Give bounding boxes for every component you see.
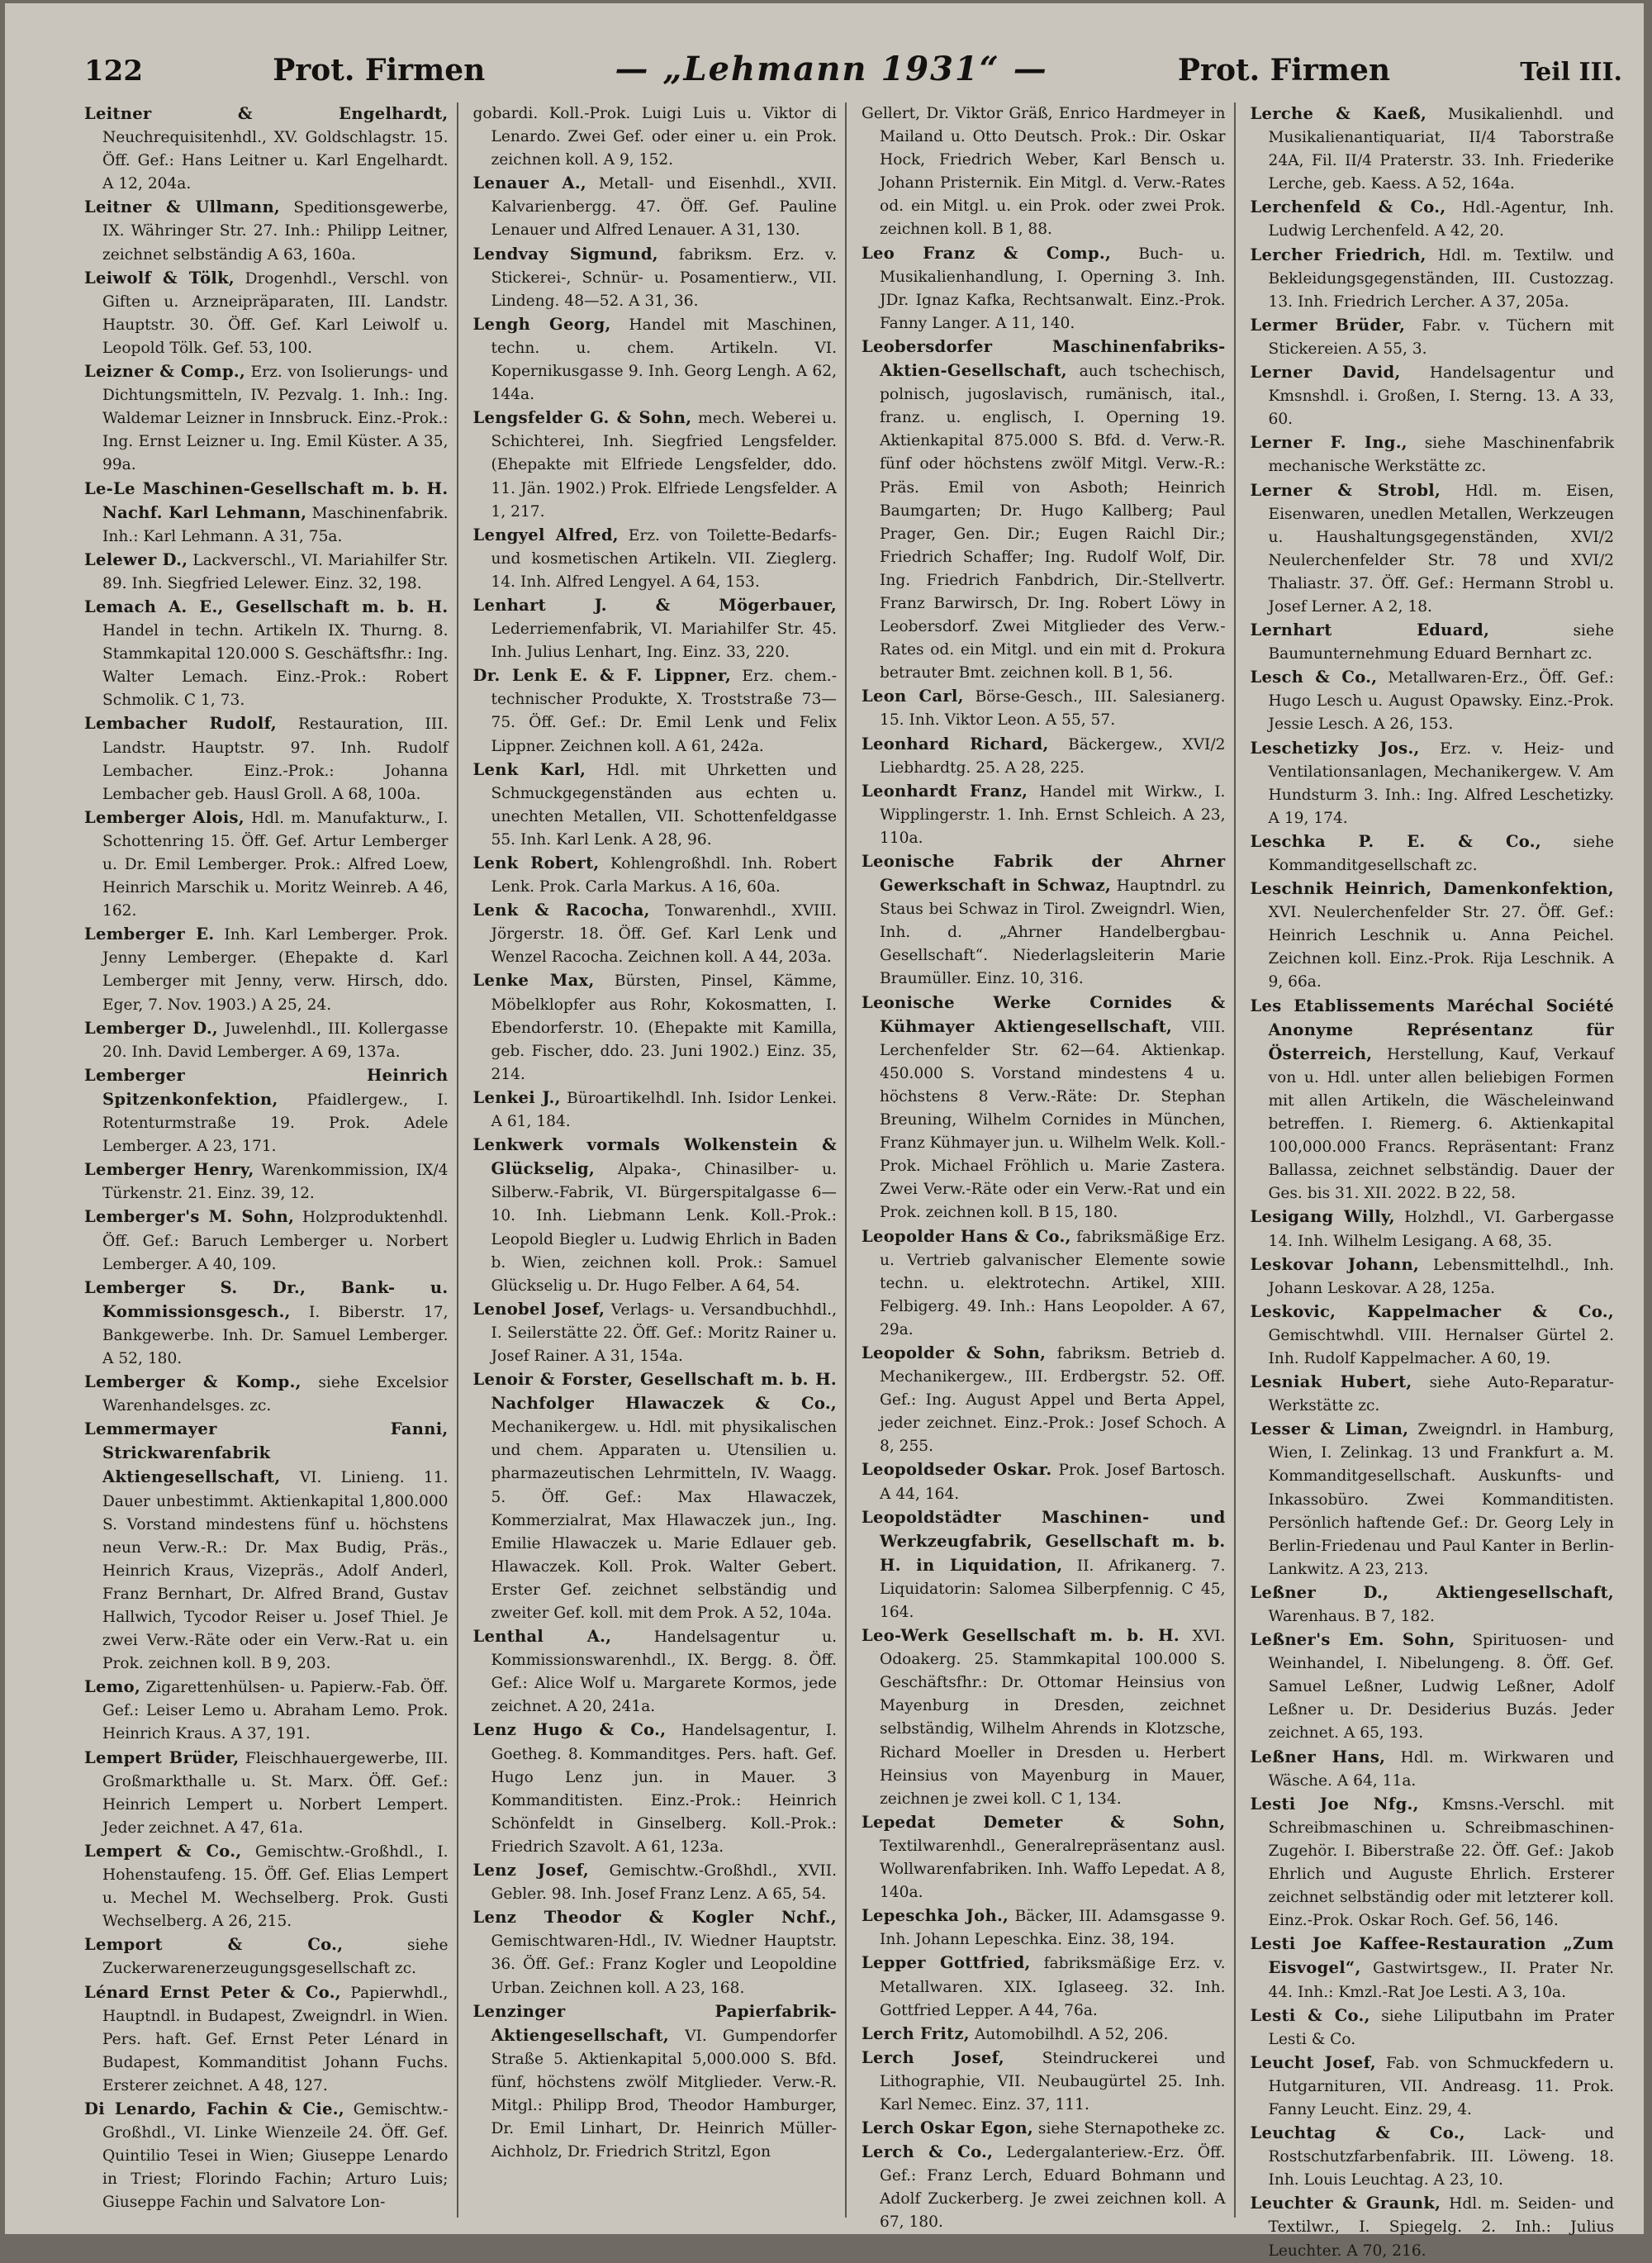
directory-entry <box>473 1859 838 1906</box>
directory-entry <box>473 594 838 664</box>
firm-details: Lack- und Rostschutzfarbenfabrik. III. Löweng. 18. Inh. Louis Leuchtag. A 23, 10. <box>1268 2125 1614 2189</box>
firm-details: Kohlengroßhdl. Inh. Robert Lenk. Prok. Carla Markus. A 16, 60a. <box>491 855 837 896</box>
firm-details: Spirituosen- und Weinhandel, I. Nibelungeng. 8. Öff. Gef. Samuel Leßner, Ludwig Leßner, Adolf Leßner u. Dr. Desiderius Buzás. Jeder zeichnet. A 65, 193. <box>1268 1632 1614 1742</box>
directory-entry <box>473 1625 838 1719</box>
directory-entry <box>862 991 1226 1225</box>
firm-name: Leskovar Johann, <box>1250 1254 1420 1274</box>
firm-details: VIII. Lerchenfelder Str. 62—64. Aktienkap. 450.000 S. Vorstand mindestens 4 u. höchstens 8 Verw.-Räte: Dr. Stephan Breuning, Wilhelm Cornides in München, Franz Kühmayer jun. u. Wilhelm Welk. Koll.-Prok. Michael Fröhlich u. Marie Zastera. Zwei Verw.-Räte oder ein Verw.-Rat und ein Prok. zeichnen koll. B 15, 180. <box>880 1018 1226 1222</box>
firm-details: Lackverschl., VI. Mariahilfer Str. 89. Inh. Siegfried Lelewer. Einz. 32, 198. <box>102 551 449 592</box>
directory-entry <box>473 969 838 1086</box>
directory-entry <box>1251 1300 1615 1371</box>
directory-entry <box>84 2098 449 2214</box>
firm-details: XVI. Neulerchenfelder Str. 27. Öff. Gef.: Heinrich Leschnik u. Anna Peichel. Zeichnen koll. Einz.-Prok. Rija Leschnik. A 9, 66a. <box>1268 904 1614 991</box>
directory-entry <box>1251 830 1615 877</box>
firm-name: Lemberger S. Dr., Bank- u. Kommissionsgesch., <box>84 1277 449 1321</box>
firm-details: Bäcker, III. Adamsgasse 9. Inh. Johann Lepeschka. Einz. 38, 194. <box>880 1908 1226 1949</box>
firm-name: Lempert & Co., <box>84 1841 242 1861</box>
firm-name: Lepper Gottfried, <box>862 1953 1031 1973</box>
firm-details: Maschinenfabrik. Inh.: Karl Lehmann. A 31, 75a. <box>102 504 449 545</box>
firm-name: Lernhart Eduard, <box>1250 620 1490 640</box>
directory-entry <box>473 406 838 523</box>
firm-name: Lenoir & Forster, Gesellschaft m. b. H. Nachfolger Hlawaczek & Co., <box>472 1370 837 1414</box>
firm-details: fabriksm. Betrieb d. Mechanikergew., III. Erdbergstr. 52. Off. Gef.: Ing. August Appel und Berta Appel, jeder zeichnet. Einz.-Prok.: Josef Schoch. A 8, 255. <box>880 1344 1226 1456</box>
firm-details: Speditionsgewerbe, IX. Währinger Str. 27. Inh.: Philipp Leitner, zeichnet selbständig A 63, 160a. <box>102 199 449 264</box>
firm-name: Lenk & Racocha, <box>472 901 650 920</box>
part-label: Teil III. <box>1520 58 1622 87</box>
directory-entry <box>84 196 449 266</box>
firm-details: Papierwhdl., Hauptndl. in Budapest, Zweigndrl. in Wien. Pers. haft. Gef. Ernst Peter Lénard in Budapest, Kommanditist Johann Fuchs. Ersterer zeichnet. A 48, 127. <box>102 1984 449 2094</box>
firm-name: Dr. Lenk E. & F. Lippner, <box>472 666 732 686</box>
firm-details: Gemischtwaren-Hdl., IV. Wiedner Hauptstr. 36. Öff. Gef.: Franz Kogler und Leopoldine Urban. Zeichnen koll. A 23, 168. <box>491 1933 837 1997</box>
directory-entry <box>862 1624 1226 1811</box>
directory-entry <box>1251 479 1615 620</box>
directory-entry <box>84 1418 449 1676</box>
firm-details: siehe Auto-Reparatur-Werkstätte zc. <box>1268 1374 1614 1415</box>
firm-name: Lesniak Hubert, <box>1250 1372 1412 1392</box>
directory-entry <box>473 172 838 242</box>
firm-name: Leo-Werk Gesellschaft m. b. H. <box>862 1626 1180 1646</box>
firm-details: Neuchrequisitenhdl., XV. Goldschlagstr. 15. Öff. Gef.: Hans Leitner u. Karl Engelhardt. A 12, 204a. <box>102 129 449 193</box>
firm-details: Zigarettenhülsen- u. Papierw.-Fab. Öff. Gef.: Leiser Lemo u. Abraham Lemo. Prok. Heinrich Kraus. A 37, 191. <box>102 1679 449 1743</box>
firm-name: Lerch & Co., <box>862 2142 994 2162</box>
directory-page <box>5 3 1644 2260</box>
directory-entry <box>84 360 449 477</box>
firm-name: Lesch & Co., <box>1250 668 1378 687</box>
firm-details: VI. Linieng. 11. Dauer unbestimmt. Aktienkapital 1,800.000 S. Vorstand mindestens fünf u. höchstens neun Verw.-R.: Dr. Max Budig, Präs., Heinrich Kraus, Vizepräs., Adolf Anderl, Franz Bernhart, Dr. Alfred Brand, Gustav Hallwich, Tycodor Reiser u. Josef Thiel. Je zwei Verw.-Räte oder ein Verw.-Rat u. ein Prok. zeichnen koll. B 9, 203. <box>102 1469 449 1673</box>
firm-name: Lesti & Co., <box>1250 2005 1370 2025</box>
firm-details: I. Biberstr. 17, Bankgewerbe. Inh. Dr. Samuel Lemberger. A 52, 180. <box>102 1303 449 1367</box>
directory-entry <box>1251 102 1615 196</box>
firm-name: Leopoldstädter Maschinen- und Werkzeugfabrik, Gesellschaft m. b. H. in Liquidation, <box>862 1507 1226 1575</box>
directory-entry <box>1251 737 1615 830</box>
firm-name: Lenk Karl, <box>472 759 586 779</box>
firm-details: Gemischtw.-Großhdl., VI. Linke Wienzeile 24. Öff. Gef. Quintilio Tesei in Wien; Giuseppe Lenardo in Triest; Florindo Fachin; Arturo Luis; Giuseppe Fachin und Salvatore Lon- <box>102 2100 449 2212</box>
section-label-right: Prot. Firmen <box>1177 53 1391 88</box>
firm-name: Leonische Fabrik der Ahrner Gewerkschaft in Schwaz, <box>862 852 1226 896</box>
firm-name: Lenz Theodor & Kogler Nchf., <box>472 1908 837 1928</box>
firm-name: Lempert Brüder, <box>84 1747 240 1767</box>
column-2 <box>473 102 847 2218</box>
directory-entry <box>84 1371 449 1418</box>
directory-entry <box>1251 2192 1615 2262</box>
directory-entry <box>473 524 838 594</box>
firm-details: Handel in techn. Artikeln IX. Thurng. 8. Stammkapital 120.000 S. Geschäftsfhr.: Ing. Walter Lemach. Einz.-Prok.: Robert Schmolik. C 1, 73. <box>102 622 449 710</box>
firm-details: mech. Weberei u. Schichterei, Inh. Siegfried Lengsfelder. (Ehepakte mit Elfriede Lengsfelder, ddo. 11. Jän. 1902.) Prok. Elfriede Lengsfelder. A 1, 217. <box>491 410 837 521</box>
firm-name: Lesti Joe Nfg., <box>1250 1794 1419 1814</box>
firm-details: siehe Sternapotheke zc. <box>1037 2120 1226 2138</box>
firm-details: XVI. Odoakerg. 25. Stammkapital 100.000 S. Geschäftsfhr.: Dr. Ottomar Heinsius von Mayenburg in Dresden, zeichnet selbständig, Wilhelm Ahrends in Klotzsche, Richard Moeller in Dresden u. Herbert Heinsius von Mayenburg in Mauer, zeichnen je zwei koll. C 1, 134. <box>880 1628 1226 1808</box>
directory-entry <box>862 2023 1226 2047</box>
directory-entry <box>473 2000 838 2165</box>
firm-name: Lemport & Co., <box>84 1935 344 1955</box>
firm-name: Leon Carl, <box>862 687 964 706</box>
column-1 <box>84 102 458 2218</box>
directory-entry <box>84 1277 449 1371</box>
directory-entry <box>1251 2051 1615 2122</box>
directory-entry <box>1251 877 1615 994</box>
directory-entry <box>1251 431 1615 478</box>
firm-details: Hdl. m. Wirkwaren und Wäsche. A 64, 11a. <box>1268 1748 1614 1790</box>
firm-details: Metallwaren-Erz., Öff. Gef.: Hugo Lesch u. August Opawsky. Einz.-Prok. Jessie Lesch. A 26, 153. <box>1268 669 1614 734</box>
firm-name: Lemberger Henry, <box>84 1160 254 1180</box>
firm-name: Leschetizky Jos., <box>1250 738 1420 758</box>
firm-details: Hdl. m. Textilw. und Bekleidungsgegenständen, III. Custozzag. 13. Inh. Friedrich Lercher. A 37, 205a. <box>1268 246 1614 311</box>
directory-entry <box>1251 1371 1615 1418</box>
firm-details: Handel mit Maschinen, techn. u. chem. Artikeln. VI. Kopernikusgasse 9. Inh. Georg Lengh. A 62, 144a. <box>491 316 837 404</box>
directory-entry <box>862 2117 1226 2141</box>
firm-details: Gellert, Dr. Viktor Gräß, Enrico Hardmeyer in Mailand u. Otto Deutsch. Prok.: Dir. Oskar Hock, Friedrich Weber, Karl Bensch u. Johann Pristernik. Ein Mitgl. d. Verw.-Rates od. ein Mitgl. u. ein Prok. oder zwei Prok. zeichnen koll. B 1, 88. <box>862 105 1226 239</box>
directory-entry <box>862 1342 1226 1458</box>
directory-entry <box>862 1458 1226 1505</box>
directory-entry <box>862 685 1226 732</box>
firm-details: Ledergalanteriew.-Erz. Öff. Gef.: Franz Lerch, Eduard Bohmann und Adolf Zuckerberg. Je zwei zeichnen koll. A 67, 180. <box>880 2144 1226 2232</box>
firm-name: Lenkei J., <box>472 1087 561 1107</box>
firm-details: siehe Maschinenfabrik mechanische Werkstätte zc. <box>1268 435 1614 476</box>
firm-name: Lénard Ernst Peter & Co., <box>84 1982 341 2002</box>
directory-entry <box>862 2047 1226 2117</box>
firm-name: Leitner & Engelhardt, <box>84 104 449 123</box>
firm-name: Lerner F. Ing., <box>1250 433 1408 453</box>
firm-name: Lemberger Heinrich Spitzenkonfektion, <box>84 1065 449 1109</box>
directory-entry <box>862 780 1226 850</box>
firm-name: Lesigang Willy, <box>1250 1207 1395 1227</box>
firm-name: Lerche & Kaeß, <box>1250 104 1427 123</box>
directory-entry <box>473 1086 838 1134</box>
firm-details: Inh. Karl Lemberger. Prok. Jenny Lemberger. (Ehepakte d. Karl Lemberger mit Jenny, verw. Hirsch, ddo. Eger, 7. Nov. 1903.) A 25, 24. <box>102 926 449 1014</box>
directory-entry <box>862 1506 1226 1624</box>
firm-details: siehe Excelsior Warenhandelsges. zc. <box>102 1374 449 1415</box>
firm-name: Leopoldseder Oskar. <box>862 1460 1052 1480</box>
firm-name: Lemmermayer Fanni, Strickwarenfabrik Aktiengesellschaft, <box>84 1419 449 1487</box>
directory-entry <box>1251 361 1615 431</box>
directory-entry <box>862 1904 1226 1952</box>
firm-name: Le-Le Maschinen-Gesellschaft m. b. H. Nachf. Karl Lehmann, <box>84 478 449 522</box>
firm-name: Lenzinger Papierfabrik-Aktiengesellschaft, <box>472 2001 837 2045</box>
firm-details: Restauration, III. Landstr. Hauptstr. 97. Inh. Rudolf Lembacher. Einz.-Prok.: Johanna Lembacher geb. Hausl Groll. A 68, 100a. <box>102 716 449 803</box>
firm-details: Handelsagentur u. Kommissionswarenhdl., IX. Bergg. 8. Öff. Gef.: Alice Wolf u. Margarete Kormos, jede zeichnet. A 20, 241a. <box>491 1628 837 1716</box>
column-3 <box>862 102 1236 2232</box>
firm-details: Börse-Gesch., III. Salesianerg. 15. Inh. Viktor Leon. A 55, 57. <box>880 688 1226 730</box>
firm-name: Lembacher Rudolf, <box>84 714 277 734</box>
firm-name: Lesser & Liman, <box>1250 1419 1409 1439</box>
firm-details: Bäckergew., XVI/2 Liebhardtg. 25. A 28, 225. <box>880 735 1226 777</box>
directory-entry <box>1251 2004 1615 2051</box>
firm-details: Buch- u. Musikalienhandlung, I. Operning 3. Inh. JDr. Ignaz Kafka, Rechtsanwalt. Einz.-Prok. Fanny Langer. A 11, 140. <box>880 245 1226 332</box>
firm-name: Lenhart J. & Mögerbauer, <box>472 595 837 615</box>
directory-entry <box>84 923 449 1016</box>
firm-name: Lepeschka Joh., <box>862 1906 1009 1926</box>
firm-details: Drogenhdl., Verschl. von Giften u. Arzneipräparaten, III. Landstr. Hauptstr. 30. Öff. Gef. Karl Leiwolf u. Leopold Tölk. Gef. 53, 100. <box>102 269 449 357</box>
firm-details: Gastwirtsgew., II. Prater Nr. 44. Inh.: Kmzl.-Rat Joe Lesti. A 3, 10a. <box>1268 1960 1615 2001</box>
firm-details: Steindruckerei und Lithographie, VII. Neubaugürtel 25. Inh. Karl Nemec. Einz. 37, 111. <box>880 2049 1226 2113</box>
firm-name: Lemberger's M. Sohn, <box>84 1207 295 1227</box>
firm-name: Leßner Hans, <box>1250 1747 1386 1766</box>
directory-entry <box>473 1719 838 1859</box>
firm-name: Lemberger E. <box>84 925 215 944</box>
directory-entry <box>1251 196 1615 243</box>
directory-entry <box>473 243 838 313</box>
firm-name: Lengh Georg, <box>472 314 611 334</box>
directory-entry <box>1251 1418 1615 1581</box>
directory-entry <box>84 596 449 712</box>
firm-details: Juwelenhdl., III. Kollergasse 20. Inh. David Lemberger. A 69, 137a. <box>102 1020 449 1061</box>
firm-details: Fab. von Schmuckfedern u. Hutgarnituren, VII. Andreasg. 11. Prok. Fanny Leucht. Einz. 29, 4. <box>1268 2054 1614 2118</box>
directory-entry <box>473 1906 838 1999</box>
directory-entry <box>1251 666 1615 736</box>
directory-entry <box>1251 619 1615 666</box>
firm-name: Lelewer D., <box>84 549 188 569</box>
directory-entry <box>84 1205 449 1276</box>
directory-entry <box>473 1134 838 1298</box>
directory-entry <box>1251 1793 1615 1933</box>
firm-details: Erz. von Toilette-Bedarfs- und kosmetischen Artikeln. VII. Zieglerg. 14. Inh. Alfred Lengyel. A 64, 153. <box>491 526 837 591</box>
directory-entry <box>1251 995 1615 1206</box>
firm-details: Metall- und Eisenhdl., XVII. Kalvarienbergg. 47. Öff. Gef. Pauline Lenauer und Alfred Lenauer. A 31, 130. <box>491 175 838 240</box>
firm-details: siehe Zuckerwarenerzeugungsgesellschaft zc. <box>102 1937 449 1978</box>
firm-details: Fabr. v. Tüchern mit Stickereien. A 55, 3. <box>1268 316 1614 358</box>
firm-name: Lemach A. E., Gesellschaft m. b. H. <box>84 597 449 616</box>
firm-details: Holzproduktenhdl. Öff. Gef.: Baruch Lemberger u. Norbert Lemberger. A 40, 109. <box>102 1209 449 1273</box>
firm-details: auch tschechisch, polnisch, jugoslavisch, rumänisch, ital., franz. u. englisch, I. Operning 19. Aktienkapital 875.000 S. Bfd. d. Verw.-R. fünf oder höchstens zwölf Mitgl. Verw.-R.: Präs. Emil von Asboth; Heinrich Baumgarten; Dr. Hugo Kallberg; Paul Prager, Gen. Dir.; Eugen Raichl Dir.; Friedrich Schaffer; Ing. Rudolf Wolf, Dir. Ing. Friedrich Fanbdrich, Dir.-Stellvertr. Franz Barwirsch, Dr. Ing. Robert Löwy in Leobersdorf. Zwei Mitglieder des Verw.-Rates od. ein Mitgl. und ein mit d. Prokura betrauter Bmt. zeichnen koll. B 1, 56. <box>880 363 1226 682</box>
firm-details: Hauptndrl. zu Staus bei Schwaz in Tirol. Zweigndrl. Wien, Inh. d. „Ahrner Handelbergbau-Gesellschaft“. Niederlagsleiterin Marie Braumüller. Einz. 10, 316. <box>880 877 1226 988</box>
directory-entry <box>1251 1746 1615 1793</box>
directory-entry <box>84 478 449 549</box>
firm-name: Leitner & Ullmann, <box>84 197 281 217</box>
directory-entry <box>84 806 449 923</box>
firm-name: Lenk Robert, <box>472 853 600 872</box>
firm-details: siehe Kommanditgesellschaft zc. <box>1268 833 1614 874</box>
firm-details: Gemischtwhdl. VIII. Hernalser Gürtel 2. Inh. Rudolf Kappelmacher. A 60, 19. <box>1268 1326 1614 1367</box>
firm-name: Lemberger Alois, <box>84 807 244 827</box>
directory-entry <box>84 267 449 360</box>
directory-entry <box>862 2141 1226 2234</box>
directory-entry <box>1251 2122 1615 2192</box>
directory-entry <box>84 549 449 596</box>
firm-details: Alpaka-, Chinasilber- u. Silberw.-Fabrik, VI. Bürgerspitalgasse 6—10. Inh. Liebmann Lenk. Koll.-Prok.: Leopold Biegler u. Ludwig Ehrlich in Baden b. Wien, zeichnen koll. Prok.: Samuel Glückselig u. Dr. Hugo Felber. A 64, 54. <box>491 1161 837 1295</box>
firm-name: Lengyel Alfred, <box>472 525 619 544</box>
firm-details: Herstellung, Kauf, Verkauf von u. Hdl. unter allen beliebigen Formen mit allen Artikeln, die Wäscheleinwand betreffen. I. Riemerg. 6. Aktienkapital 100,000.000 Francs. Repräsentant: Franz Ballassa, zeichnet selbständig. Dauer der Ges. bis 31. XII. 2022. B 22, 58. <box>1268 1045 1614 1203</box>
firm-name: Leucht Josef, <box>1250 2052 1376 2072</box>
directory-entry <box>473 102 838 172</box>
firm-details: Automobilhdl. A 52, 206. <box>974 2025 1169 2043</box>
directory-entry <box>1251 1628 1615 1745</box>
directory-entry <box>1251 314 1615 361</box>
firm-details: Handelsagentur, I. Goetheg. 8. Kommanditges. Pers. haft. Gef. Hugo Lenz jun. in Mauer. 3 Kommanditisten. Einz.-Prok.: Heinrich Schönfeldt in Ginselberg. Koll.-Prok.: Friedrich Szavolt. A 61, 123a. <box>491 1722 837 1856</box>
firm-details: fabriksm. Erz. v. Stickerei-, Schnür- u. Posamentierw., VII. Lindeng. 48—52. A 31, 36. <box>491 245 837 310</box>
firm-details: Lebensmittelhdl., Inh. Johann Leskovar. A 28, 125a. <box>1268 1256 1614 1297</box>
firm-name: Lenobel Josef, <box>472 1299 605 1319</box>
directory-entry <box>862 242 1226 335</box>
firm-details: Textilwarenhdl., Generalrepräsentanz ausl. Wollwarenfabriken. Inh. Waffo Lepedat. A 8, 140a. <box>880 1837 1226 1902</box>
firm-details: gobardi. Koll.-Prok. Luigi Luis u. Viktor di Lenardo. Zwei Gef. oder einer u. ein Prok. zeichnen koll. A 9, 152. <box>472 105 837 169</box>
directory-entry <box>84 1064 449 1158</box>
firm-details: Prok. Josef Bartosch. A 44, 164. <box>880 1462 1226 1503</box>
directory-entry <box>84 1840 449 1933</box>
directory-entry <box>84 1017 449 1064</box>
firm-details: Hdl. m. Eisen, Eisenwaren, unedlen Metallen, Werkzeugen u. Haushaltungsgegenständen, XVI/2 Neulerchenfelder Str. 78 und XVI/2 Thaliastr. 37. Öff. Gef.: Hermann Strobl u. Josef Lerner. A 2, 18. <box>1268 482 1614 616</box>
directory-entry <box>862 102 1226 242</box>
firm-name: Leschka P. E. & Co., <box>1250 831 1541 851</box>
firm-name: Di Lenardo, Fachin & Cie., <box>84 2099 344 2118</box>
directory-entry <box>862 1811 1226 1904</box>
firm-details: Lederriemenfabrik, VI. Mariahilfer Str. 45. Inh. Julius Lenhart, Ing. Einz. 33, 220. <box>491 620 837 662</box>
firm-details: fabriksmäßige Erz. u. Vertrieb galvanischer Elemente sowie techn. u. elektrotechn. Artikel, XIII. Felbigerg. 49. Inh.: Hans Leopolder. A 67, 29a. <box>880 1228 1226 1338</box>
firm-details: siehe Baumunternehmung Eduard Bernhart zc. <box>1268 622 1614 663</box>
firm-details: Holzhdl., VI. Garbergasse 14. Inh. Wilhelm Lesigang. A 68, 35. <box>1268 1209 1614 1250</box>
directory-entry <box>862 733 1226 780</box>
firm-name: Leuchtag & Co., <box>1250 2123 1465 2143</box>
firm-name: Lenz Josef, <box>472 1861 589 1880</box>
firm-details: Erz. chem.-technischer Produkte, X. Troststraße 73—75. Öff. Gef.: Dr. Emil Lenk und Felix Lippner. Zeichnen koll. A 61, 242a. <box>491 668 837 755</box>
page-header <box>84 50 1622 91</box>
firm-name: Leuchter & Graunk, <box>1250 2194 1441 2213</box>
firm-name: Leiwolf & Tölk, <box>84 268 235 288</box>
firm-name: Leskovic, Kappelmacher & Co., <box>1250 1301 1614 1321</box>
firm-name: Lerch Fritz, <box>862 2023 970 2043</box>
firm-details: Handel mit Wirkw., I. Wipplingerstr. 1. Inh. Ernst Schleich. A 23, 110a. <box>880 782 1226 847</box>
firm-details: Bürsten, Pinsel, Kämme, Möbelklopfer aus Rohr, Kokosmatten, I. Ebendorferstr. 10. (Ehepakte mit Kamilla, geb. Fischer, ddo. 23. Juni 1902.) Einz. 35, 214. <box>491 972 837 1083</box>
firm-details: Handelsagentur und Kmsnshdl. i. Großen, I. Sterng. 13. A 33, 60. <box>1268 364 1614 429</box>
firm-details: Zweigndrl. in Hamburg, Wien, I. Zelinkag. 13 und Frankfurt a. M. Kommanditgesellschaft. Auskunfts- und Inkassobüro. Zwei Kommanditisten. Persönlich haftende Gef.: Dr. Georg Lely in Berlin-Friedenau und Paul Kanter in Berlin-Lankwitz. A 23, 213. <box>1268 1421 1614 1578</box>
directory-entry <box>473 1298 838 1368</box>
firm-name: Lemberger & Komp., <box>84 1372 301 1392</box>
column-4 <box>1250 102 1623 2260</box>
directory-entry <box>862 1952 1226 2022</box>
firm-name: Lepedat Demeter & Sohn, <box>862 1812 1226 1832</box>
firm-details: Büroartikelhdl. Inh. Isidor Lenkei. A 61, 184. <box>491 1089 837 1131</box>
firm-details: Hdl. m. Manufakturw., I. Schottenring 15. Öff. Gef. Artur Lemberger u. Dr. Emil Lemberger. Prok.: Alfred Loew, Heinrich Marschik u. Moritz Weinreb. A 46, 162. <box>102 809 449 920</box>
firm-details: Warenhaus. B 7, 182. <box>1268 1608 1435 1625</box>
firm-name: Leonhard Richard, <box>862 734 1049 754</box>
directory-entry <box>862 335 1226 685</box>
firm-details: Hdl. mit Uhrketten und Schmuckgegenständen aus echten u. unechten Metallen, VII. Schottenfeldgasse 55. Inh. Karl Lenk. A 28, 96. <box>491 761 837 849</box>
directory-entry <box>1251 244 1615 314</box>
firm-name: Leonische Werke Cornides & Kühmayer Aktiengesellschaft, <box>862 992 1226 1036</box>
firm-details: Erz. von Isolierungs- und Dichtungsmitteln, IV. Pezvalg. 1. Inh.: Ing. Waldemar Leizner in Innsbruck. Einz.-Prok.: Ing. Ernst Leizner u. Ing. Emil Küster. A 35, 99a. <box>102 364 449 474</box>
firm-details: siehe Liliputbahn im Prater Lesti & Co. <box>1268 2007 1614 2048</box>
directory-entry <box>1251 1253 1615 1300</box>
firm-details: Mechanikergew. u. Hdl. mit physikalischen und chem. Apparaten u. Utensilien u. pharmazeutischen Lehrmitteln, IV. Waagg. 5. Öff. Gef.: Max Hlawaczek, Kommerzialrat, Max Hlawaczek jun., Ing. Emilie Hlawaczek u. Marie Edlauer geb. Hlawaczek. Koll. Prok. Walter Gebert. Erster Gef. zeichnet selbständig und zweiter Gef. koll. mit dem Prok. A 52, 104a. <box>491 1419 837 1622</box>
firm-name: Lerchenfeld & Co., <box>1250 197 1446 217</box>
firm-details: Musikalienhdl. und Musikalienantiquariat, II/4 Taborstraße 24A, Fil. II/4 Praterstr. 33. Inh. Friederike Lerche, geb. Kaess. A 52, 164a. <box>1268 106 1614 193</box>
directory-entry <box>473 899 838 969</box>
firm-name: Leschnik Heinrich, Damenkonfektion, <box>1250 879 1614 899</box>
firm-name: Lenz Hugo & Co., <box>472 1720 667 1740</box>
firm-name: Lesti Joe Kaffee-Restauration „Zum Eisvogel“, <box>1250 1934 1614 1978</box>
directory-entry <box>84 712 449 806</box>
firm-details: fabriksmäßige Erz. v. Metallwaren. XIX. Iglaseeg. 32. Inh. Gottfried Lepper. A 44, 76a. <box>880 1955 1226 2019</box>
directory-entry <box>84 102 449 196</box>
firm-details: VI. Gumpendorfer Straße 5. Aktienkapital 5,000.000 S. Bfd. fünf, höchstens zwölf Mitglieder. Verw.-R. Mitgl.: Philipp Brod, Theodor Hamburger, Dr. Emil Linhart, Dr. Heinrich Müller-Aichholz, Dr. Friedrich Stritzl, Egon <box>491 2027 837 2161</box>
entry-columns <box>84 102 1622 2260</box>
firm-name: Lenthal A., <box>472 1627 612 1647</box>
directory-entry <box>1251 1205 1615 1253</box>
directory-entry <box>84 1676 449 1746</box>
firm-details: Hdl.-Agentur, Inh. Ludwig Lerchenfeld. A 42, 20. <box>1268 199 1614 240</box>
firm-details: Tonwarenhdl., XVIII. Jörgerstr. 18. Öff. Gef. Karl Lenk und Wenzel Racocha. Zeichnen koll. A 44, 203a. <box>491 902 837 967</box>
firm-details: Gemischtw.-Großhdl., I. Hohenstaufeng. 15. Öff. Gef. Elias Lempert u. Mechel M. Wechselberg. Prok. Gusti Wechselberg. A 26, 215. <box>102 1842 449 1931</box>
directory-entry <box>84 1747 449 1840</box>
firm-name: Les Etablissements Maréchal Société Anonyme Représentanz für Österreich, <box>1250 996 1614 1063</box>
firm-details: Verlags- u. Versandbuchhdl., I. Seilerstätte 22. Öff. Gef.: Moritz Rainer u. Josef Rainer. A 31, 154a. <box>491 1300 838 1365</box>
firm-details: II. Afrikanerg. 7. Liquidatorin: Salomea Silberpfennig. C 45, 164. <box>880 1557 1226 1621</box>
directory-entry <box>862 1225 1226 1342</box>
firm-details: Warenkommission, IX/4 Türkenstr. 21. Einz. 39, 12. <box>102 1162 449 1203</box>
firm-name: Lerch Oskar Egon, <box>862 2118 1033 2138</box>
firm-details: Hdl. m. Seiden- und Textilwr., I. Spiegelg. 2. Inh.: Julius Leuchter. A 70, 216. <box>1268 2195 1614 2260</box>
firm-name: Leo Franz & Comp., <box>862 243 1112 263</box>
firm-details: Gemischtw.-Großhdl., XVII. Gebler. 98. Inh. Josef Franz Lenz. A 65, 54. <box>491 1862 837 1904</box>
firm-name: Leßner's Em. Sohn, <box>1250 1630 1455 1650</box>
firm-details: Erz. v. Heiz- und Ventilationsanlagen, Mechanikergew. V. Am Hundsturm 3. Inh.: Ing. Alfred Leschetizky. A 19, 174. <box>1268 739 1614 827</box>
firm-name: Leopolder & Sohn, <box>862 1343 1047 1362</box>
firm-details: Fleischhauergewerbe, III. Großmarkthalle u. St. Marx. Öff. Gef.: Heinrich Lempert u. Norbert Lempert. Jeder zeichnet. A 47, 61a. <box>102 1749 449 1837</box>
directory-entry <box>473 1368 838 1625</box>
firm-name: Lemo, <box>84 1677 141 1697</box>
firm-name: Leßner D., Aktiengesellschaft, <box>1250 1582 1614 1602</box>
directory-entry <box>1251 1933 1615 2004</box>
firm-name: Lengsfelder G. & Sohn, <box>472 408 692 428</box>
firm-details: Kmsns.-Verschl. mit Schreibmaschinen u. Schreibmaschinen-Zugehör. I. Biberstraße 22. Öff. Gef.: Jakob Ehrlich und Auguste Ehrlich. Ersterer zeichnet selbständig oder mit letzterer koll. Einz.-Prok. Oskar Roch. Gef. 56, 146. <box>1268 1795 1614 1930</box>
directory-entry <box>84 1933 449 1980</box>
firm-name: Lercher Friedrich, <box>1250 245 1427 264</box>
firm-name: Leobersdorfer Maschinenfabriks-Aktien-Gesellschaft, <box>862 336 1226 381</box>
firm-name: Lerner & Strobl, <box>1250 480 1441 500</box>
firm-name: Lenke Max, <box>472 971 595 991</box>
firm-name: Lerner David, <box>1250 363 1401 383</box>
directory-entry <box>1251 1581 1615 1628</box>
firm-details: Pfaidlergew., I. Rotenturmstraße 19. Prok. Adele Lemberger. A 23, 171. <box>102 1091 449 1156</box>
running-title: — „Lehmann 1931“ — <box>615 50 1048 88</box>
directory-entry <box>862 850 1226 991</box>
directory-entry <box>473 852 838 899</box>
firm-name: Lenauer A., <box>472 174 587 193</box>
section-label-left: Prot. Firmen <box>273 53 486 88</box>
firm-name: Lendvay Sigmund, <box>472 244 658 264</box>
directory-entry <box>473 664 838 758</box>
firm-name: Lermer Brüder, <box>1250 315 1406 335</box>
firm-name: Leopolder Hans & Co., <box>862 1226 1071 1246</box>
firm-name: Lerch Josef, <box>862 2047 1004 2067</box>
directory-entry <box>84 1981 449 2098</box>
directory-entry <box>473 313 838 406</box>
firm-name: Lemberger D., <box>84 1018 219 1038</box>
firm-name: Leizner & Comp., <box>84 362 246 382</box>
directory-entry <box>84 1158 449 1205</box>
page-number: 122 <box>84 55 143 88</box>
directory-entry <box>473 758 838 852</box>
firm-name: Lenkwerk vormals Wolkenstein & Glückselig, <box>472 1135 837 1179</box>
firm-name: Leonhardt Franz, <box>862 781 1028 801</box>
